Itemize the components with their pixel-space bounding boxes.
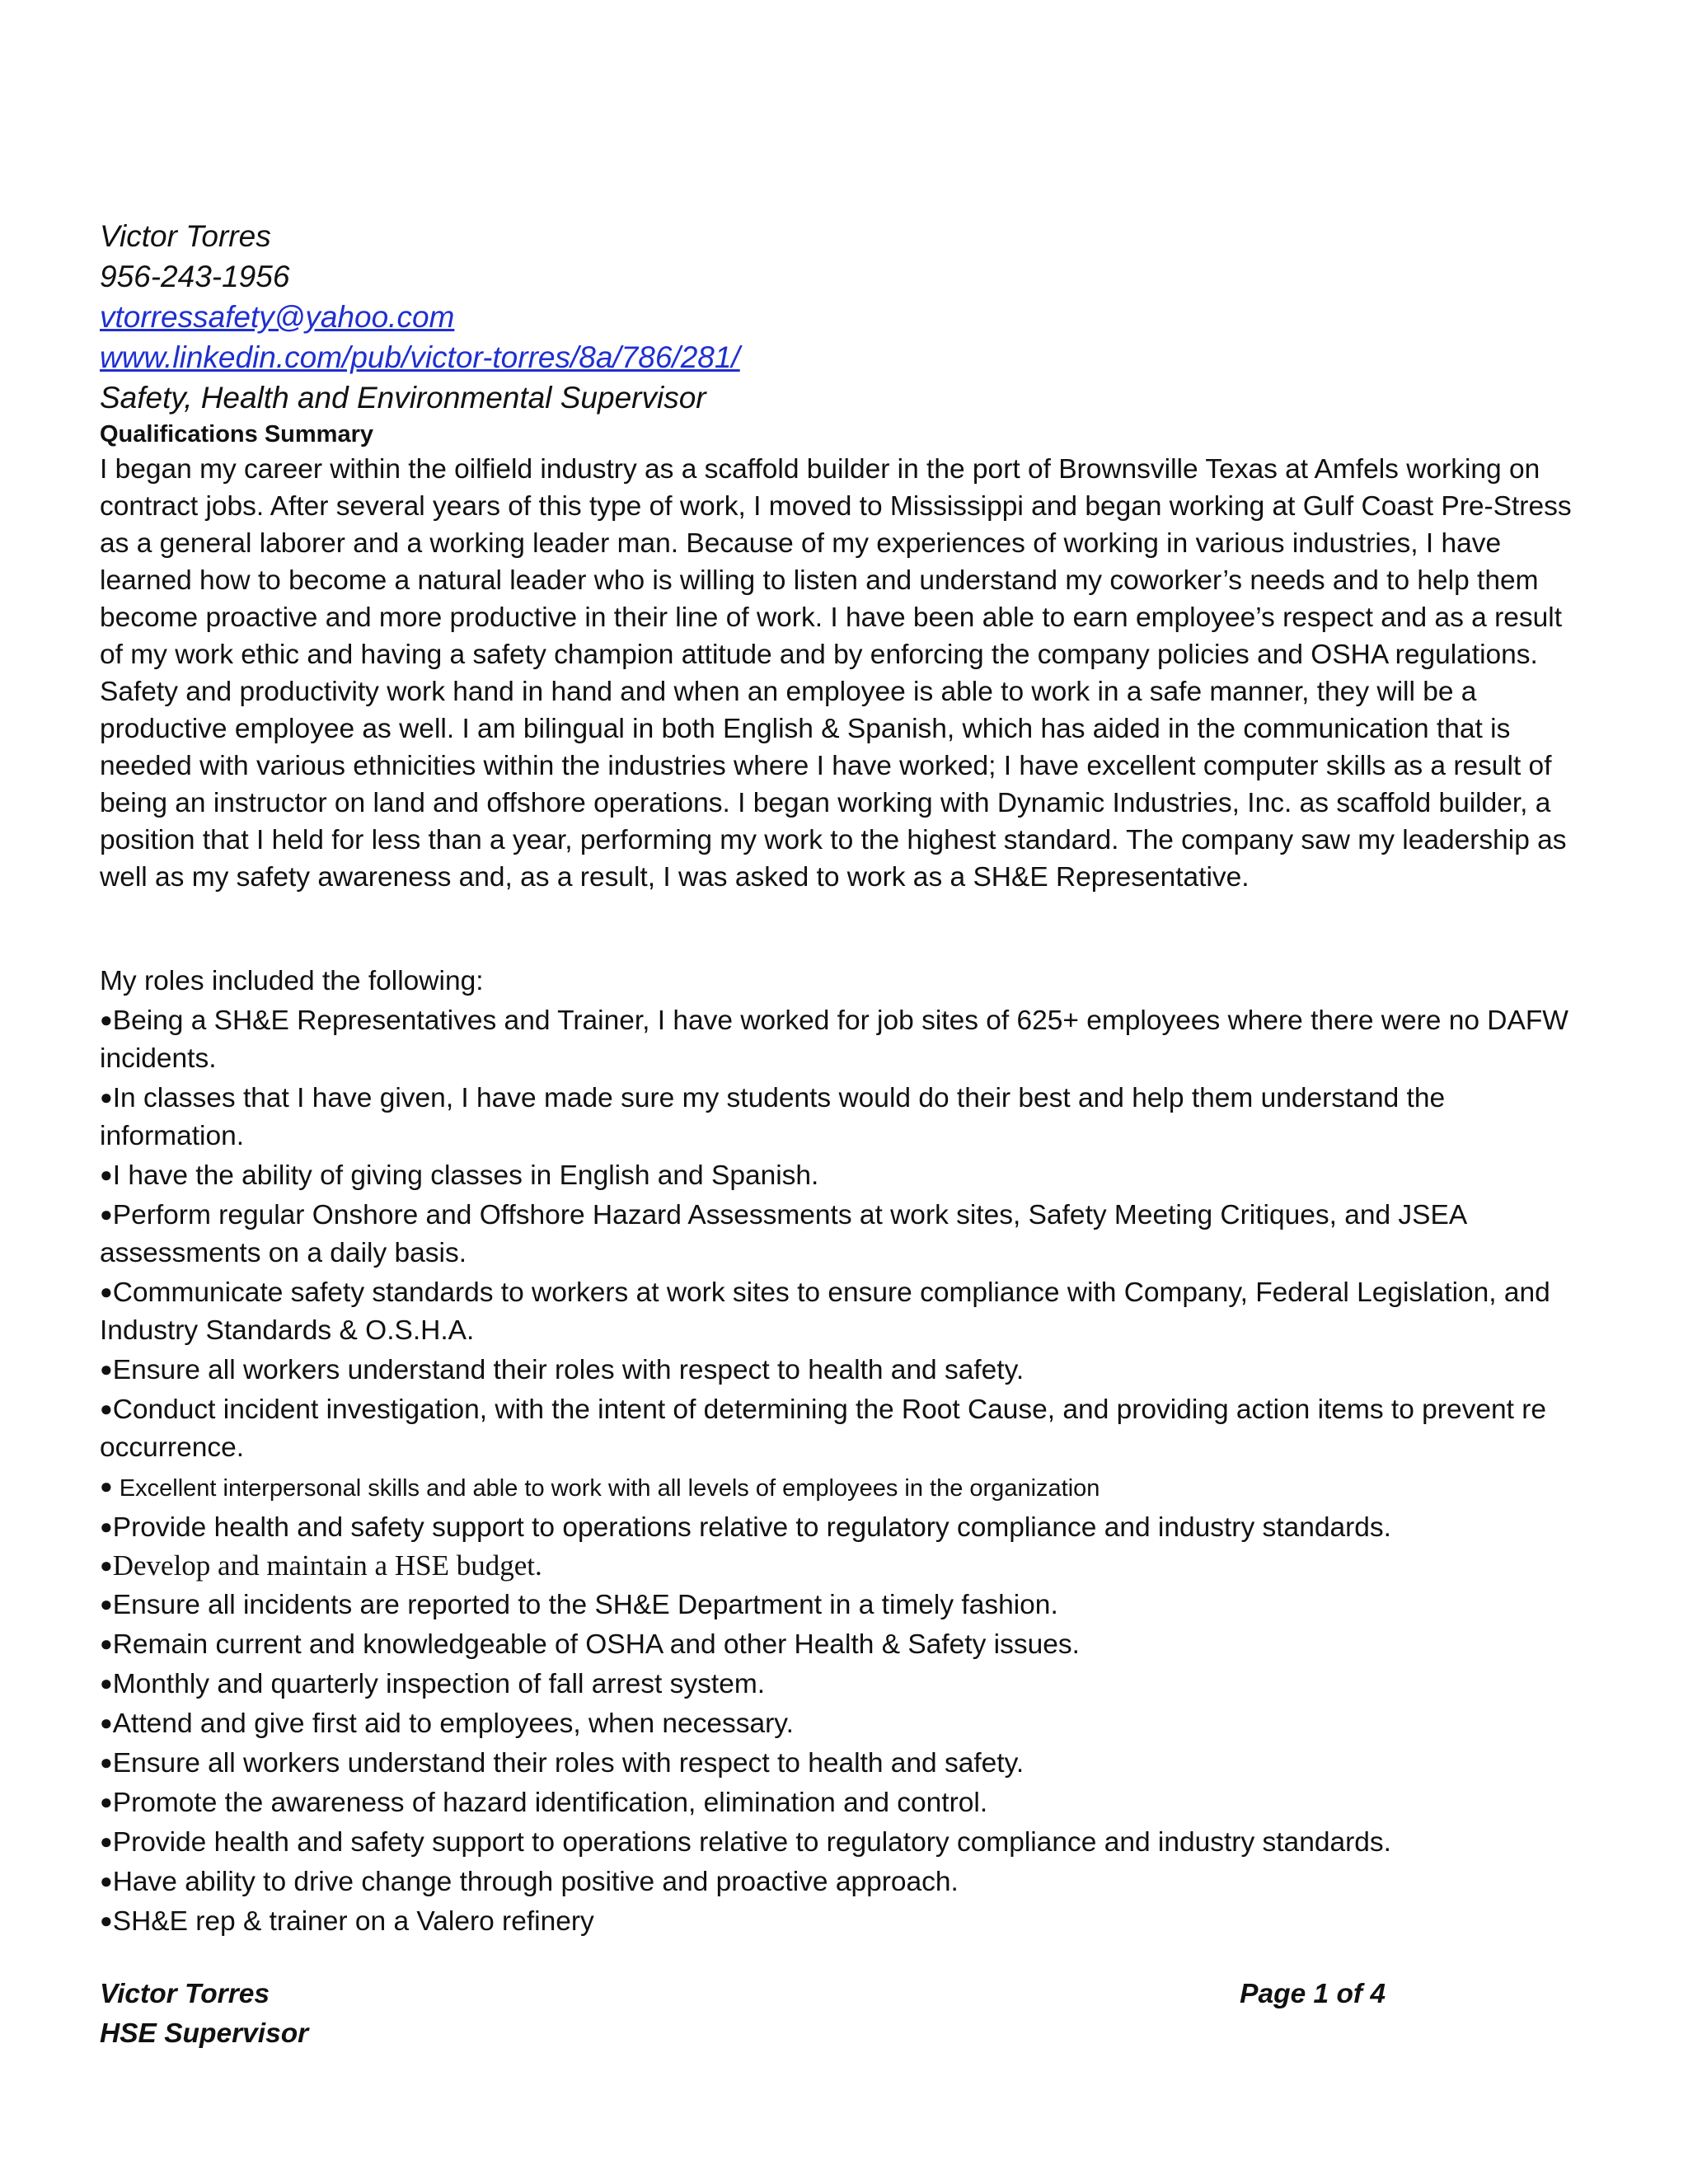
qualifications-heading: Qualifications Summary bbox=[100, 421, 373, 448]
qualifications-summary: I began my career within the oilfield industry as a scaffold builder in the port of Brownsville Texas at Amfels working on contract jobs. After several years of this type of work, I moved to Mississippi and began working at Gulf Coast Pre-Stress as a general laborer and a working leader man. Because of my experiences of working in various industries, I have learned how to become a natural leader who is willing to listen and understand my coworker’s needs and to help them become proactive and more productive in their line of work. I have been able to earn employee’s respect and as a result of my work ethic and having a safety champion attitude and by enforcing the company policies and OSHA regulations. Safety and productivity work hand in hand and when an employee is able to work in a safe manner, they will be a productive employee as well. I am bilingual in both English & Spanish, which has aided in the communication that is needed with various ethnicities within the industries where I have worked; I have excellent computer skills as a result of being an instructor on land and offshore operations. I began working with Dynamic Industries, Inc. as scaffold builder, a position that I held for less than a year, performing my work to the highest standard. The company saw my leadership as well as my safety awareness and, as a result, I was asked to work as a SH&E Representative. bbox=[100, 454, 1572, 893]
phone-number: 956-243-1956 bbox=[100, 260, 290, 293]
bullet-icon: ● bbox=[100, 1829, 113, 1854]
role-item: ●Conduct incident investigation, with the intent of determining the Root Cause, and providing action items to prevent re occurrence. bbox=[100, 1394, 1547, 1463]
bullet-icon: ● bbox=[100, 1202, 113, 1226]
email-link[interactable]: vtorressafety@yahoo.com bbox=[100, 300, 455, 334]
bullet-icon: ● bbox=[100, 1631, 113, 1656]
bullet-icon: ● bbox=[100, 1671, 113, 1695]
bullet-icon: ● bbox=[100, 1162, 113, 1187]
role-item: ●I have the ability of giving classes in English and Spanish. bbox=[100, 1160, 819, 1191]
job-title: Safety, Health and Environmental Supervisor bbox=[100, 381, 706, 415]
role-item: ●Remain current and knowledgeable of OSHA and other Health & Safety issues. bbox=[100, 1629, 1080, 1660]
bullet-icon: ● bbox=[100, 1396, 113, 1421]
bullet-icon: ● bbox=[100, 1474, 113, 1498]
role-item: ●Have ability to drive change through positive and proactive approach. bbox=[100, 1867, 959, 1897]
role-item: ●Ensure all incidents are reported to the SH&E Department in a timely fashion. bbox=[100, 1590, 1058, 1620]
footer-title: HSE Supervisor bbox=[100, 2018, 309, 2049]
roles-list bbox=[100, 1001, 1583, 1941]
role-item: ●Monthly and quarterly inspection of fall arrest system. bbox=[100, 1669, 766, 1699]
candidate-name: Victor Torres bbox=[100, 219, 271, 253]
bullet-icon: ● bbox=[100, 1357, 113, 1381]
role-item: ●Provide health and safety support to operations relative to regulatory compliance and industry standards. bbox=[100, 1512, 1391, 1543]
page-number: Page 1 of 4 bbox=[1240, 1979, 1386, 2009]
role-item: ●In classes that I have given, I have made sure my students would do their best and help them understand the information. bbox=[100, 1083, 1446, 1151]
role-item: ●Being a SH&E Representatives and Trainer, I have worked for job sites of 625+ employees where there were no DAFW incidents. bbox=[100, 1005, 1568, 1074]
role-item: ●Develop and maintain a HSE budget. bbox=[100, 1549, 542, 1582]
resume-page bbox=[100, 216, 1583, 1941]
role-item: ●Promote the awareness of hazard identification, elimination and control. bbox=[100, 1788, 988, 1818]
role-item: ●Communicate safety standards to workers at work sites to ensure compliance with Company, Federal Legislation, and Industry Standards & O.S.H.A. bbox=[100, 1277, 1550, 1346]
role-item: ●Provide health and safety support to operations relative to regulatory compliance and industry standards. bbox=[100, 1827, 1391, 1858]
bullet-icon: ● bbox=[100, 1750, 113, 1774]
roles-intro: My roles included the following: bbox=[100, 966, 484, 996]
role-item: ●Ensure all workers understand their roles with respect to health and safety. bbox=[100, 1748, 1025, 1779]
role-item: ●Ensure all workers understand their roles with respect to health and safety. bbox=[100, 1355, 1025, 1385]
bullet-icon: ● bbox=[100, 1554, 113, 1577]
bullet-icon: ● bbox=[100, 1085, 113, 1109]
bullet-icon: ● bbox=[100, 1279, 113, 1304]
bullet-icon: ● bbox=[100, 1710, 113, 1735]
role-item: ●Perform regular Onshore and Offshore Hazard Assessments at work sites, Safety Meeting Critiques, and JSEA assessments on a daily basis. bbox=[100, 1200, 1466, 1268]
footer-name: Victor Torres bbox=[100, 1979, 270, 2009]
bullet-icon: ● bbox=[100, 1868, 113, 1893]
bullet-icon: ● bbox=[100, 1007, 113, 1032]
bullet-icon: ● bbox=[100, 1514, 113, 1539]
role-item: ●Attend and give first aid to employees, when necessary. bbox=[100, 1708, 794, 1739]
linkedin-link[interactable]: www.linkedin.com/pub/victor-torres/8a/786/281/ bbox=[100, 340, 740, 374]
bullet-icon: ● bbox=[100, 1908, 113, 1933]
role-item: ●SH&E rep & trainer on a Valero refinery bbox=[100, 1906, 594, 1937]
bullet-icon: ● bbox=[100, 1789, 113, 1814]
role-item: ● Excellent interpersonal skills and able to work with all levels of employees in the organization bbox=[100, 1474, 1100, 1502]
bullet-icon: ● bbox=[100, 1591, 113, 1616]
page-footer bbox=[100, 1975, 1386, 2054]
